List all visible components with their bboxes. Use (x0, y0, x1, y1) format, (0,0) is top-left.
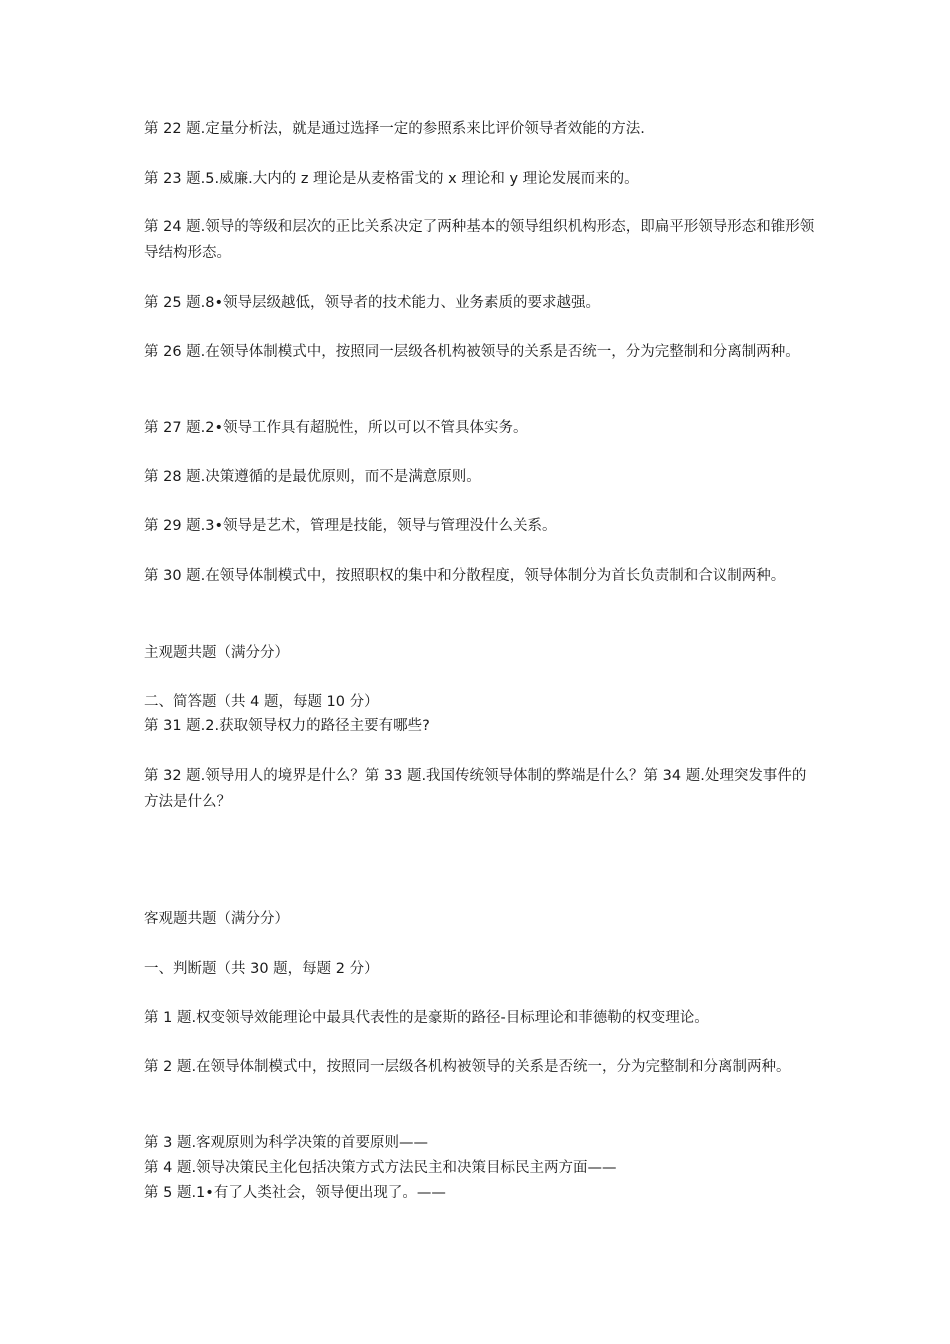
section-subjective-heading: 主观题共题（满分分） (144, 645, 289, 661)
question-25: 第 25 题.8•领导层级越低，领导者的技术能力、业务素质的要求越强。 (144, 295, 601, 311)
question-30: 第 30 题.在领导体制模式中，按照职权的集中和分散程度，领导体制分为首长负责制和合议制两种。 (144, 568, 786, 584)
question-27: 第 27 题.2•领导工作具有超脱性，所以可以不管具体实务。 (144, 420, 528, 436)
question-4: 第 4 题.领导决策民主化包括决策方式方法民主和决策目标民主两方面—— (144, 1160, 617, 1176)
question-5: 第 5 题.1•有了人类社会，领导便出现了。—— (144, 1185, 446, 1201)
question-22: 第 22 题.定量分析法，就是通过选择一定的参照系来比评价领导者效能的方法. (144, 121, 645, 137)
question-2: 第 2 题.在领导体制模式中，按照同一层级各机构被领导的关系是否统一，分为完整制和分离制两种。 (144, 1059, 791, 1075)
section-objective-heading: 客观题共题（满分分） (144, 911, 289, 927)
question-31: 第 31 题.2.获取领导权力的路径主要有哪些? (144, 718, 430, 734)
section-true-false-heading: 一、判断题（共 30 题，每题 2 分） (144, 961, 379, 977)
question-26: 第 26 题.在领导体制模式中，按照同一层级各机构被领导的关系是否统一，分为完整制和分离制两种。 (144, 344, 800, 360)
question-3: 第 3 题.客观原则为科学决策的首要原则—— (144, 1135, 429, 1151)
section-short-answer-heading: 二、简答题（共 4 题，每题 10 分） (144, 694, 379, 710)
question-28: 第 28 题.决策遵循的是最优原则，而不是满意原则。 (144, 469, 481, 485)
questions-32-34: 第 32 题.领导用人的境界是什么？第 33 题.我国传统领导体制的弊端是什么？第 34 题.处理突发事件的方法是什么？ (144, 768, 807, 810)
question-24: 第 24 题.领导的等级和层次的正比关系决定了两种基本的领导组织机构形态，即扁平形领导形态和锥形领导结构形态。 (144, 219, 815, 261)
question-23: 第 23 题.5.威廉.大内的 z 理论是从麦格雷戈的 x 理论和 y 理论发展而来的。 (144, 171, 639, 187)
question-1: 第 1 题.权变领导效能理论中最具代表性的是豪斯的路径-目标理论和菲德勒的权变理论。 (144, 1010, 709, 1026)
question-29: 第 29 题.3•领导是艺术，管理是技能，领导与管理没什么关系。 (144, 518, 557, 534)
